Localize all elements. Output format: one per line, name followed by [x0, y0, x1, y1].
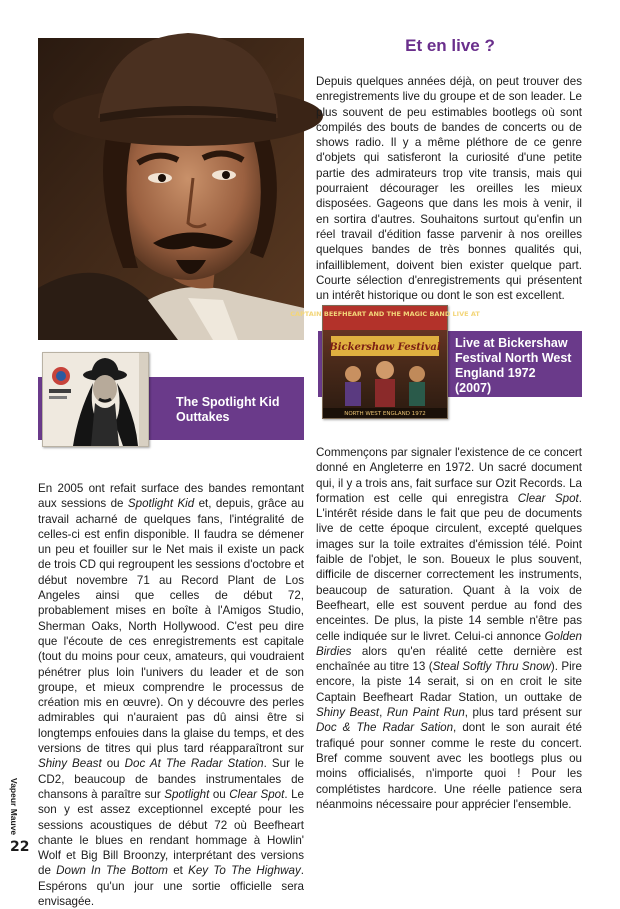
paragraph-text: ,: [379, 706, 387, 720]
paragraph-text: . Le son y est assez exceptionnel excepté pour les sessions acoustiques de début 72 où Beefheart chante le blues en rendant hommage à Howlin' Wolf et Big Bill Broonzy, interprétant des versions de: [38, 787, 304, 878]
italic-title-text: Key To The Highway: [188, 864, 301, 878]
bickershaw-title: [455, 336, 580, 396]
italic-title-text: Golden Birdies: [316, 629, 582, 658]
italic-title-text: Doc & The Radar Sation: [316, 721, 454, 735]
paragraph-text: En 2005 ont refait surface des bandes remontant aux sessions de: [38, 482, 304, 511]
italic-title-text: Steal Softly Thru Snow: [432, 660, 551, 674]
bickershaw-title-line2: Festival North West: [455, 351, 572, 365]
italic-title-text: Clear Spot: [517, 491, 579, 505]
paragraph-text: , dont le son aurait été trafiqué pour sonner comme le reste du concert. Bref comme souvent avec les bootlegs plus ou moins officialisés, n'importe quoi ! Pour les complétistes hardcore. Une réelle patience sera néanmoins nécessaire pour apprécier l'ensemble.: [316, 721, 582, 811]
paragraph-text: et: [167, 864, 189, 878]
italic-title-text: Spotlight Kid: [127, 497, 195, 511]
paragraph-text: alors qu'en réalité cette dernière est enchaînée au titre 13 (: [316, 644, 582, 674]
portrait-photo: [38, 38, 304, 340]
magazine-name: Vapeur Mauve: [9, 778, 19, 836]
cover-text-main: Bickershaw Festival: [329, 342, 441, 353]
page-number: 22: [10, 839, 30, 855]
italic-title-text: Shiny Beast: [316, 706, 380, 720]
bickershaw-title-line4: (2007): [455, 381, 492, 395]
italic-title-text: Doc At The Radar Station: [124, 757, 264, 771]
bickershaw-title-line1: Live at Bickershaw: [455, 336, 568, 350]
paragraph-text: et, depuis, grâce au travail acharné de quelques fans, l'intégralité de celles-ci est enfin disponible. Il faudra se démener un peu et fouiller sur le Net mais il existe un pack de trois CD qui regroupent les sessions d'octobre et début novembre 71 au Record Plant de Los Angeles ainsi que celles de début 72, probablement mises en boîte à l'Amigos Studio, Sherman Oaks, North Hollywood. C'est peu dire que l'écoute de ces enregistrements est capitale (tout du moins pour ceux, amateurs, qui voudraient pénétrer plus loin l'univers du leader et de son groupe, et mieux comprendre le processus de création mis en œuvre). On y découvre des perles admirables qui n'auraient pas dû ainsi être si longtemps enfouies dans la glaise du temps, et des versions de titres qui plus tard réapparaîtront sur: [38, 497, 304, 756]
section-title: Et en live ?: [405, 36, 495, 55]
magazine-name-vertical: [6, 778, 24, 836]
live-intro-paragraph: Depuis quelques années déjà, on peut trouver des enregistrements live du groupe et de son leader. Le plus souvent de peu estimables bootlegs où sont compilés des bouts de bandes de concerts ou de shows radio. Il y a même pléthore de ce genre d'objets qui satisferont la curiosité d'une petite partie des admirateurs trop vite transis, mais qui pourraient décourager les oreilles les mieux disposées. Gageons que dans les mois à venir, il en sortira d'autres. Souhaitons surtout qu'enfin un réel travail d'édition fasse parvenir à nos oreilles quelques bandes de très bonnes qualités qui, infailliblement, doivent bien exister quelque part. Courte sélection d'enregistrements qui présentent un intérêt historique ou dont le son est excellent.: [316, 75, 582, 303]
paragraph-text: . Espérons qu'un jour une sortie officielle sera envisagée.: [38, 864, 304, 909]
paragraph-text: . Sur le CD2, beaucoup de bandes instrumentales de chansons à paraître sur: [38, 757, 304, 801]
cover-text-bottom: NORTH WEST ENGLAND 1972: [344, 411, 426, 417]
italic-title-text: Run Paint Run: [386, 706, 465, 720]
cover-text-top: CAPTAIN BEEFHEART AND THE MAGIC BAND LIVE AT: [290, 310, 480, 318]
italic-title-text: Spotlight: [164, 787, 210, 801]
paragraph-text: Commençons par signaler l'existence de ce concert donné en Angleterre en 1972. Un sacré document qui, il y a trois ans, fait surface sur Ozit Records. La formation est celle qui enregistra: [316, 446, 582, 505]
paragraph-text: ). Pire encore, la piste 14 serait, si on en croit le site Captain Beefheart Radar Station, un outtake de: [316, 660, 582, 704]
paragraph-text: , plus tard présent sur: [464, 706, 582, 720]
spotlight-kid-title-line2: Outtakes: [176, 410, 230, 424]
italic-title-text: Down In The Bottom: [56, 864, 168, 878]
paragraph-text: ou: [101, 757, 125, 771]
spotlight-kid-paragraph: [38, 481, 304, 909]
spotlight-kid-title: [176, 395, 296, 425]
italic-title-text: Clear Spot: [229, 787, 285, 801]
bickershaw-title-line3: England 1972: [455, 366, 536, 380]
paragraph-text: ou: [209, 787, 230, 801]
italic-title-text: Shiny Beast: [38, 757, 102, 771]
bickershaw-paragraph: [316, 445, 582, 812]
spotlight-kid-cd-cover: [42, 352, 149, 447]
spotlight-kid-title-line1: The Spotlight Kid: [176, 395, 280, 409]
paragraph-text: . L'intérêt réside dans le fait que peu de documents live de cette époque circulent, excepté quelques images sur la toile extraites d'émission télé. Point faible de l'objet, le son. Boueux le plus souvent, difficile de discerner correctement les instruments, beaucoup de saturation. Quant à la voix de Beefheart, elle est souvent perdue au fond des enceintes. De plus, la piste 14 semble n'être pas celle indiquée sur le livret. Celui-ci annonce: [316, 491, 582, 643]
